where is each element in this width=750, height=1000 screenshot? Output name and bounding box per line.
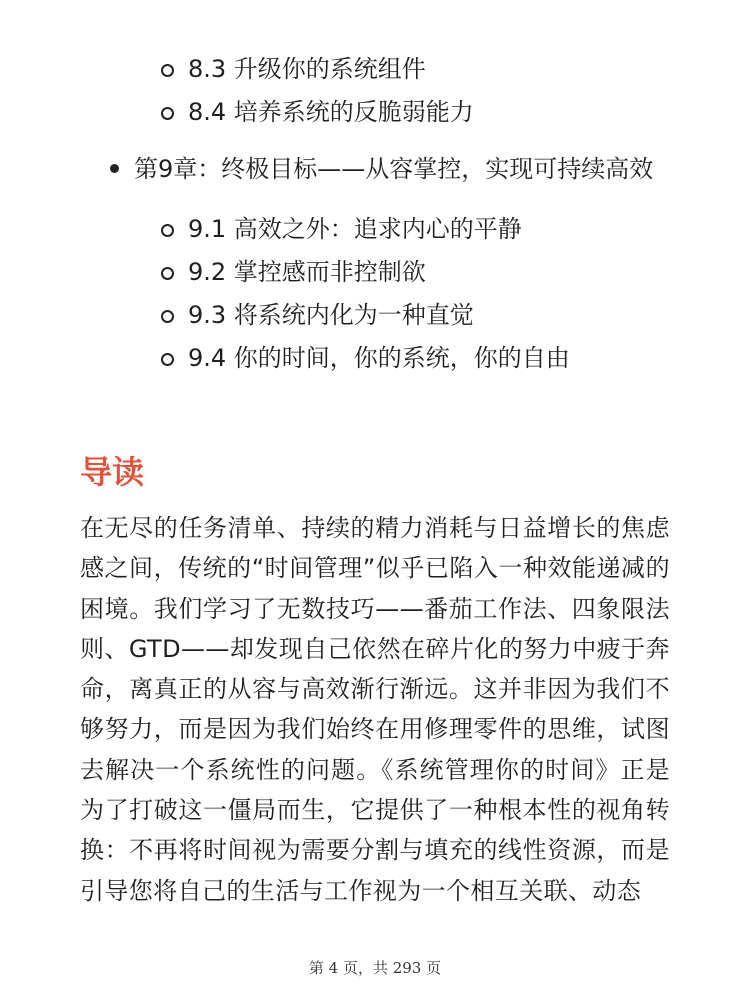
toc-subitem-8-3[interactable]	[0, 48, 750, 91]
body-paragraph: 在无尽的任务清单、持续的精力消耗与日益增长的焦虑感之间，传统的“时间管理”似乎已陷入一种效能递减的困境。我们学习了无数技巧——番茄工作法、四象限法则、GTD——却发现自己依然在碎片化的努力中疲于奔命，离真正的从容与高效渐行渐远。这并非因为我们不够努力，而是因为我们始终在用修理零件的思维，试图去解决一个系统性的问题。《系统管理你的时间》正是为了打破这一僵局而生，它提供了一种根本性的视角转换：不再将时间视为需要分割与填充的线性资源，而是引导您将自己的生活与工作视为一个相互关联、动态	[80, 514, 670, 905]
hollow-bullet-icon	[161, 64, 174, 77]
hollow-bullet-icon	[161, 353, 174, 366]
toc-subitem-label: 8.4 培养系统的反脆弱能力	[188, 98, 474, 126]
toc-chapter-9[interactable]	[0, 150, 750, 188]
filled-bullet-icon	[110, 164, 119, 173]
section-heading: 导读	[80, 453, 145, 491]
toc-subitem-8-4[interactable]	[0, 91, 750, 134]
toc-subitem-9-4[interactable]	[0, 337, 750, 380]
toc-subitem-9-2[interactable]	[0, 251, 750, 294]
toc-subitem-label: 8.3 升级你的系统组件	[188, 55, 426, 83]
hollow-bullet-icon	[161, 107, 174, 120]
toc-subitem-9-3[interactable]	[0, 294, 750, 337]
toc-subitem-label: 9.3 将系统内化为一种直觉	[188, 301, 474, 329]
toc-subitem-9-1[interactable]	[0, 208, 750, 251]
hollow-bullet-icon	[161, 267, 174, 280]
toc-subitem-label: 9.2 掌控感而非控制欲	[188, 258, 426, 286]
page-number-footer: 第 4 页，共 293 页	[308, 959, 442, 977]
toc-chapter-label: 第9章：终极目标——从容掌控，实现可持续高效	[134, 155, 654, 183]
toc-subitem-label: 9.1 高效之外：追求内心的平静	[188, 215, 522, 243]
hollow-bullet-icon	[161, 310, 174, 323]
table-of-contents	[0, 48, 750, 380]
hollow-bullet-icon	[161, 224, 174, 237]
toc-subitem-label: 9.4 你的时间，你的系统，你的自由	[188, 344, 570, 372]
